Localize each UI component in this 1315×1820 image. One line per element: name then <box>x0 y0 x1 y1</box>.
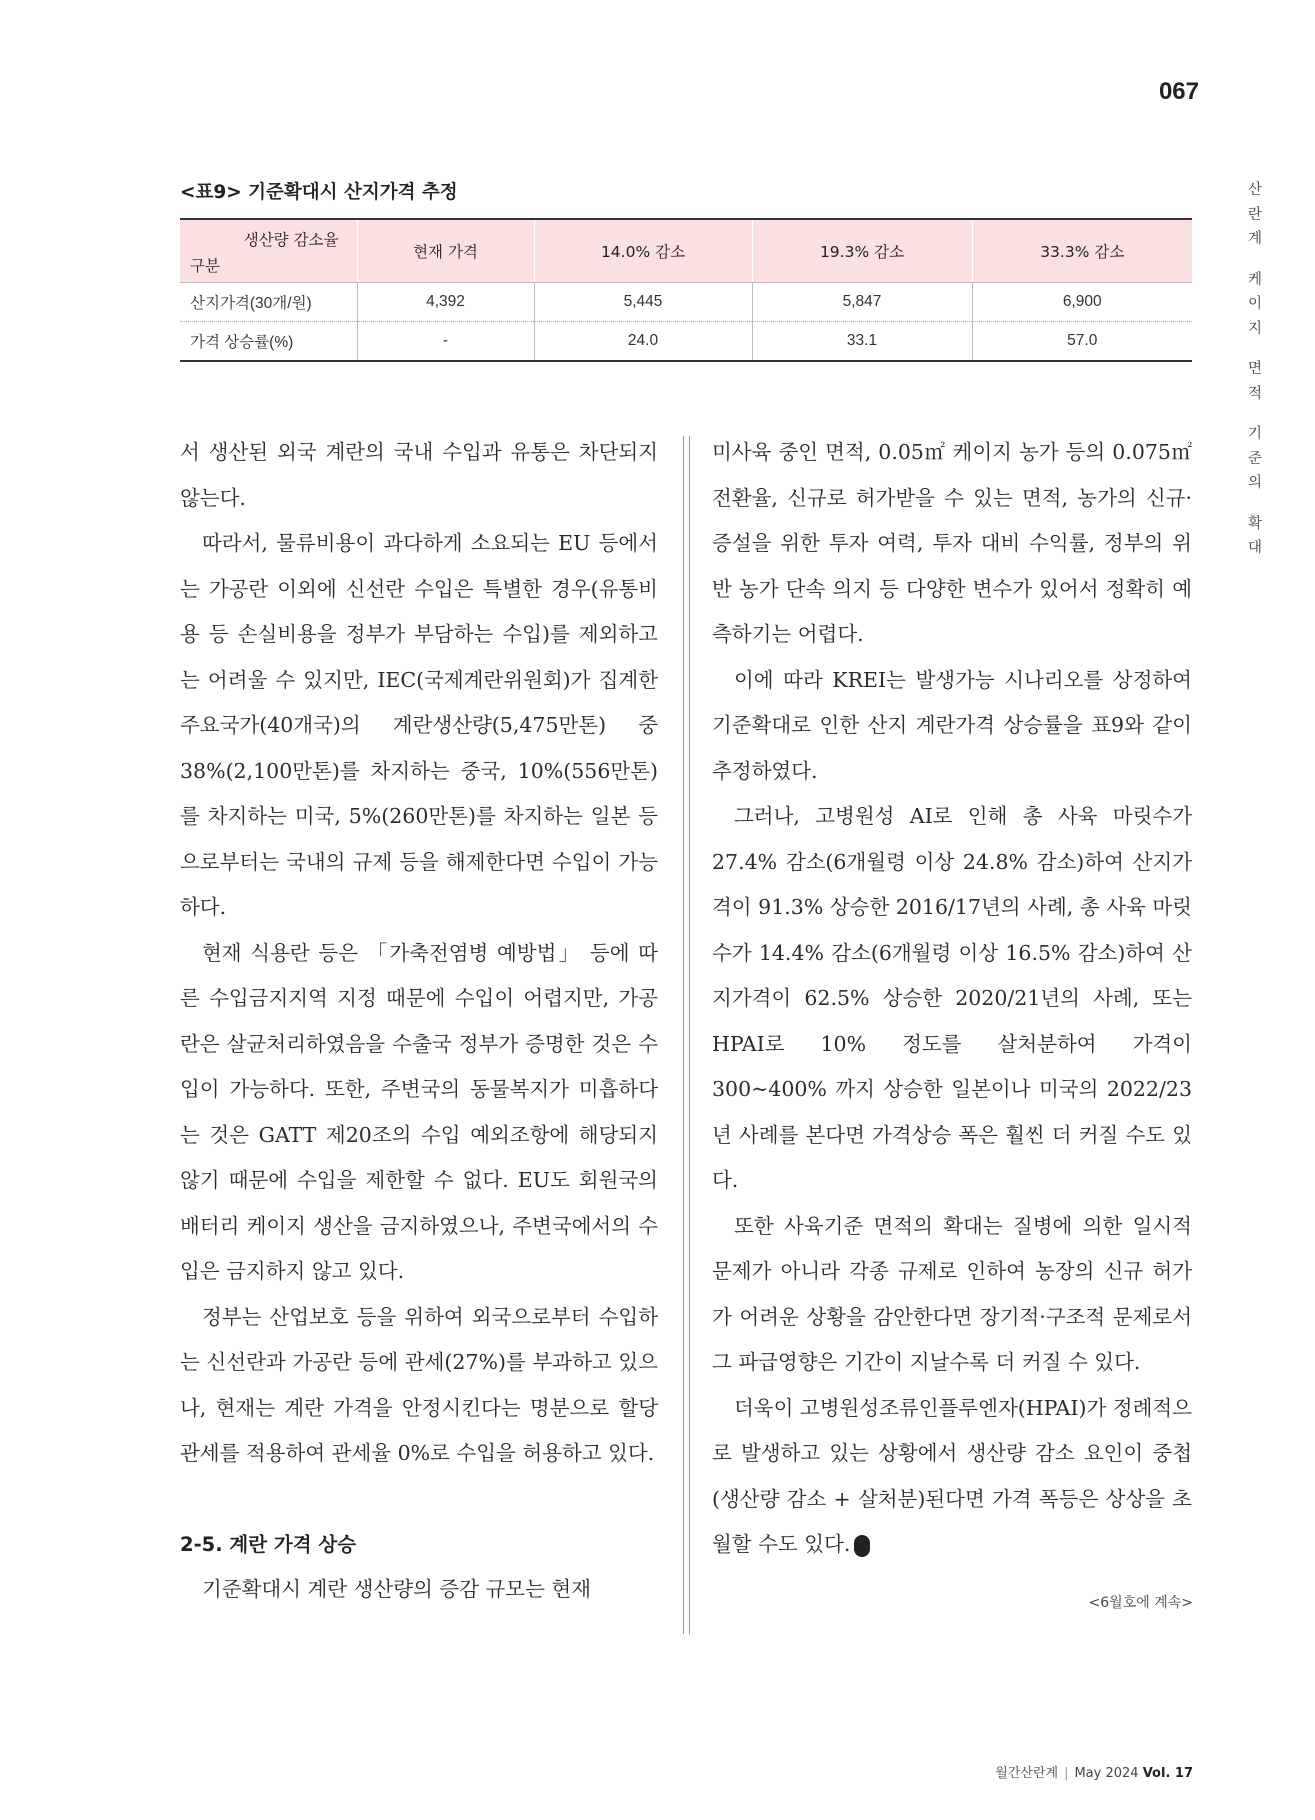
paragraph <box>712 1386 1192 1573</box>
page-footer <box>995 1762 1193 1781</box>
table-cell: 6,900 <box>972 283 1192 322</box>
row-label: 산지가격(30개/원) <box>180 283 357 322</box>
right-text-column <box>712 430 1192 1573</box>
table-cell: 4,392 <box>357 283 534 322</box>
paragraph: 미사육 중인 면적, 0.05㎡ 케이지 농가 등의 0.075㎡ 전환율, 신규로 허가받을 수 있는 면적, 농가의 신규·증설을 위한 투자 여력, 투자 대비 수익률, 정부의 위반 농가 단속 의지 등 다양한 변수가 있어서 정확히 예측하기는 어렵다. <box>712 440 1192 646</box>
row-label: 가격 상승률(%) <box>180 322 357 362</box>
paragraph: 이에 따라 KREI는 발생가능 시나리오를 상정하여 기준확대로 인한 산지 계란가격 상승률을 표9와 같이 추정하였다. <box>712 667 1192 783</box>
page-number: 067 <box>1158 78 1199 105</box>
side-label-char: 지 <box>1247 320 1262 337</box>
side-label-char: 준 <box>1247 450 1262 467</box>
column-header: 14.0% 감소 <box>534 219 752 283</box>
section-heading: 2-5. 계란 가격 상승 <box>180 1532 357 1556</box>
end-mark-icon: 산란 <box>854 1535 870 1557</box>
side-label-char: 면 <box>1247 361 1262 377</box>
side-label-char: 계 <box>1247 231 1262 247</box>
header-decrease-rate-label: 생산량 감소율 <box>243 231 339 249</box>
side-label-char <box>1240 406 1270 422</box>
side-label-char: 대 <box>1247 540 1262 556</box>
side-label-char <box>1240 341 1270 357</box>
paragraph: 정부는 산업보호 등을 위하여 외국으로부터 수입하는 신선란과 가공란 등에 관세(27%)를 부과하고 있으나, 현재는 계란 가격을 안정시킨다는 명분으로 할당관세를 적용하여 관세율 0%로 수입을 허용하고 있다. <box>180 1304 658 1465</box>
continued-note: <6월호에 계속> <box>1088 1595 1193 1611</box>
footer-separator: | <box>1064 1766 1069 1781</box>
paragraph: 따라서, 물류비용이 과다하게 소요되는 EU 등에서는 가공란 이외에 신선란 수입은 특별한 경우(유통비용 등 손실비용을 정부가 부담하는 수입)를 제외하고는 어려울 수 있지만, IEC(국제계란위원회)가 집계한 주요국가(40개국)의 계란생산량(5,475만톤) 중 38%(2,100만톤)를 차지하는 중국, 10%(556만톤)를 차지하는 미국, 5%(260만톤)를 차지하는 일본 등으로부터는 국내의 규제 등을 해제한다면 수입이 가능하다. <box>180 531 658 919</box>
table-cell: 5,445 <box>534 283 752 322</box>
side-label-char: 확 <box>1247 515 1262 532</box>
table-corner-header <box>180 219 357 283</box>
issue-date: May 2024 <box>1074 1766 1139 1781</box>
side-label-char: 이 <box>1247 296 1262 312</box>
side-label-char: 적 <box>1247 385 1262 402</box>
table-cell: 33.1 <box>752 322 972 362</box>
magazine-name: 월간산란계 <box>995 1766 1059 1781</box>
column-header: 19.3% 감소 <box>752 219 972 283</box>
table-cell: 57.0 <box>972 322 1192 362</box>
paragraph: 그러나, 고병원성 AI로 인해 총 사육 마릿수가 27.4% 감소(6개월령 이상 24.8% 감소)하여 산지가격이 91.3% 상승한 2016/17년의 사례, 총 사육 마릿수가 14.4% 감소(6개월령 이상 16.5% 감소)하여 산지가격이 62.5% 상승한 2020/21년의 사례, 또는 HPAI로 10% 정도를 살처분하여 가격이 300~400% 까지 상승한 일본이나 미국의 2022/23년 사례를 본다면 가격상승 폭은 훨씬 더 커질 수도 있다. <box>712 804 1192 1192</box>
side-label-char: 란 <box>1247 206 1262 223</box>
column-divider <box>683 436 690 1634</box>
left-text-column <box>180 430 658 1613</box>
table-cell: - <box>357 322 534 362</box>
paragraph: 현재 식용란 등은 「가축전염병 예방법」 등에 따른 수입금지지역 지정 때문에 수입이 어렵지만, 가공란은 살균처리하였음을 수출국 정부가 증명한 것은 수입이 가능하다. 또한, 주변국의 동물복지가 미흡하다는 것은 GATT 제20조의 수입 예외조항에 해당되지 않기 때문에 수입을 제한할 수 없다. EU도 회원국의 배터리 케이지 생산을 금지하였으나, 주변국에서의 수입은 금지하지 않고 있다. <box>180 940 658 1283</box>
paragraph: 기준확대시 계란 생산량의 증감 규모는 현재 <box>202 1577 592 1601</box>
table-caption: <표9> 기준확대시 산지가격 추정 <box>180 182 458 203</box>
table-cell: 24.0 <box>534 322 752 362</box>
table-cell: 5,847 <box>752 283 972 322</box>
column-header: 현재 가격 <box>357 219 534 283</box>
side-label-char <box>1240 252 1270 268</box>
paragraph: 또한 사육기준 면적의 확대는 질병에 의한 일시적 문제가 아니라 각종 규제로 인하여 농장의 신규 허가가 어려운 상황을 감안한다면 장기적·구조적 문제로서 그 파급영향은 기간이 지날수록 더 커질 수 있다. <box>712 1213 1192 1374</box>
side-section-label <box>1240 178 1270 561</box>
paragraph-text: 더욱이 고병원성조류인플루엔자(HPAI)가 정례적으로 발생하고 있는 상황에서 생산량 감소 요인이 중첩(생산량 감소 + 살처분)된다면 가격 폭등은 상상을 초월할 수도 있다. <box>712 1395 1192 1556</box>
side-label-char: 산 <box>1247 182 1262 198</box>
side-label-char: 기 <box>1247 426 1262 442</box>
table-row <box>180 322 1192 362</box>
table-row <box>180 283 1192 322</box>
side-label-char: 케 <box>1247 271 1262 288</box>
table-header-row <box>180 219 1192 283</box>
header-category-label: 구분 <box>190 257 220 275</box>
volume-number: Vol. 17 <box>1142 1766 1193 1781</box>
price-estimate-table <box>180 218 1192 362</box>
side-label-char <box>1240 496 1270 512</box>
column-header: 33.3% 감소 <box>972 219 1192 283</box>
side-label-char: 의 <box>1247 475 1262 491</box>
paragraph: 서 생산된 외국 계란의 국내 수입과 유통은 차단되지 않는다. <box>180 440 658 510</box>
